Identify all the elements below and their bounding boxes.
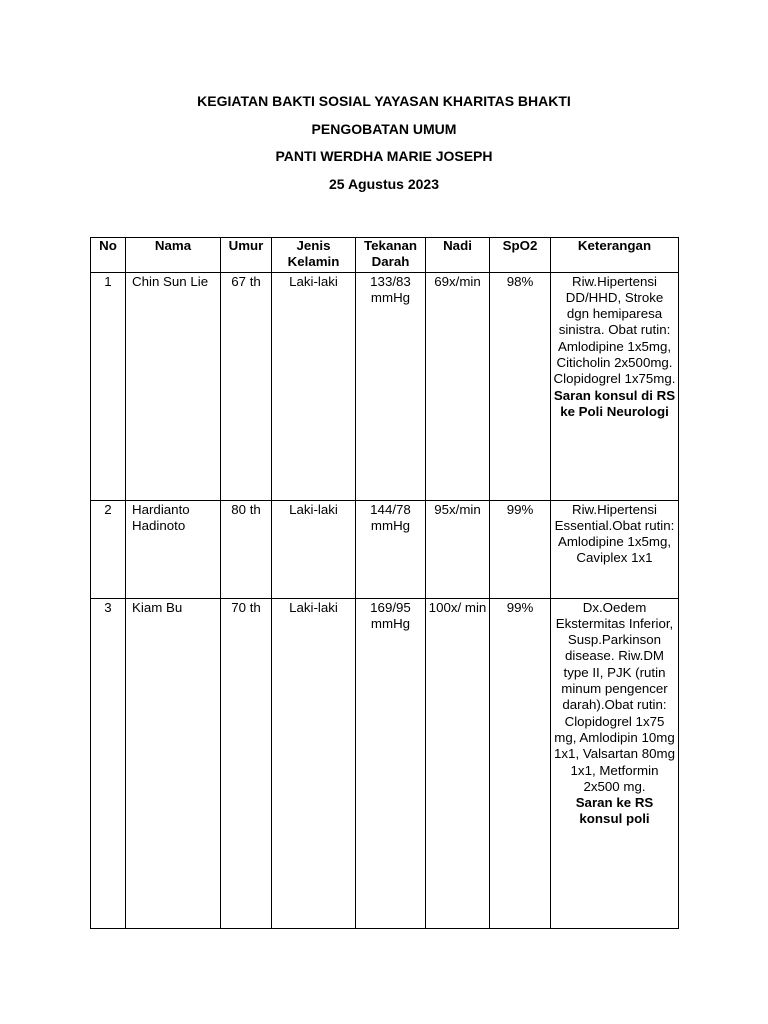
cell-keterangan [551,500,679,598]
table-header-row [91,238,679,273]
header-nama: Nama [126,238,221,273]
keterangan-text: Riw.Hipertensi Essential.Obat rutin: Amlodipine 1x5mg, Caviplex 1x1 [554,501,675,566]
cell-nama: Hardianto Hadinoto [126,500,221,598]
cell-no: 1 [91,272,126,500]
cell-nama: Chin Sun Lie [126,272,221,500]
cell-nadi: 100x/ min [426,598,490,928]
header-no: No [91,238,126,273]
cell-tekanan-darah: 144/78 mmHg [356,500,426,598]
cell-umur: 80 th [221,500,272,598]
header-spo2: SpO2 [490,238,551,273]
cell-tekanan-darah: 133/83 mmHg [356,272,426,500]
header-nadi: Nadi [426,238,490,273]
cell-jenis-kelamin: Laki-laki [272,598,356,928]
cell-nadi: 95x/min [426,500,490,598]
patient-table [90,237,679,929]
cell-nadi: 69x/min [426,272,490,500]
header-tekanan-darah: Tekanan Darah [356,238,426,273]
cell-spo2: 99% [490,598,551,928]
cell-umur: 70 th [221,598,272,928]
cell-keterangan [551,598,679,928]
title-line-3: PANTI WERDHA MARIE JOSEPH [275,148,493,164]
cell-no: 3 [91,598,126,928]
keterangan-text: Dx.Oedem Ekstermitas Inferior, Susp.Parkinson disease. Riw.DM type II, PJK (rutin minum pengencer darah).Obat rutin: Clopidogrel 1x75 mg, Amlodipin 10mg 1x1, Valsartan 80mg 1x1, Metformin 2x500 mg. [554,599,675,794]
cell-no: 2 [91,500,126,598]
cell-jenis-kelamin: Laki-laki [272,500,356,598]
keterangan-saran: Saran ke RS konsul poli [575,795,654,827]
title-line-1: KEGIATAN BAKTI SOSIAL YAYASAN KHARITAS BHAKTI [197,93,571,109]
title-date: 25 Agustus 2023 [329,175,439,192]
cell-spo2: 98% [490,272,551,500]
header-keterangan: Keterangan [551,238,679,273]
cell-umur: 67 th [221,272,272,500]
cell-jenis-kelamin: Laki-laki [272,272,356,500]
cell-spo2: 99% [490,500,551,598]
header-umur: Umur [221,238,272,273]
table-row [91,500,679,598]
keterangan-saran: Saran konsul di RS ke Poli Neurologi [553,387,676,419]
title-line-2: PENGOBATAN UMUM [311,120,457,137]
table-row [91,598,679,928]
cell-tekanan-darah: 169/95 mmHg [356,598,426,928]
cell-nama: Kiam Bu [126,598,221,928]
keterangan-text: Riw.Hipertensi DD/HHD, Stroke dgn hemiparesa sinistra. Obat rutin: Amlodipine 1x5mg, Citicholin 2x500mg. Clopidogrel 1x75mg. [553,273,676,387]
document-header [0,92,768,202]
cell-keterangan [551,272,679,500]
table-row [91,272,679,500]
header-jenis-kelamin: Jenis Kelamin [272,238,356,273]
